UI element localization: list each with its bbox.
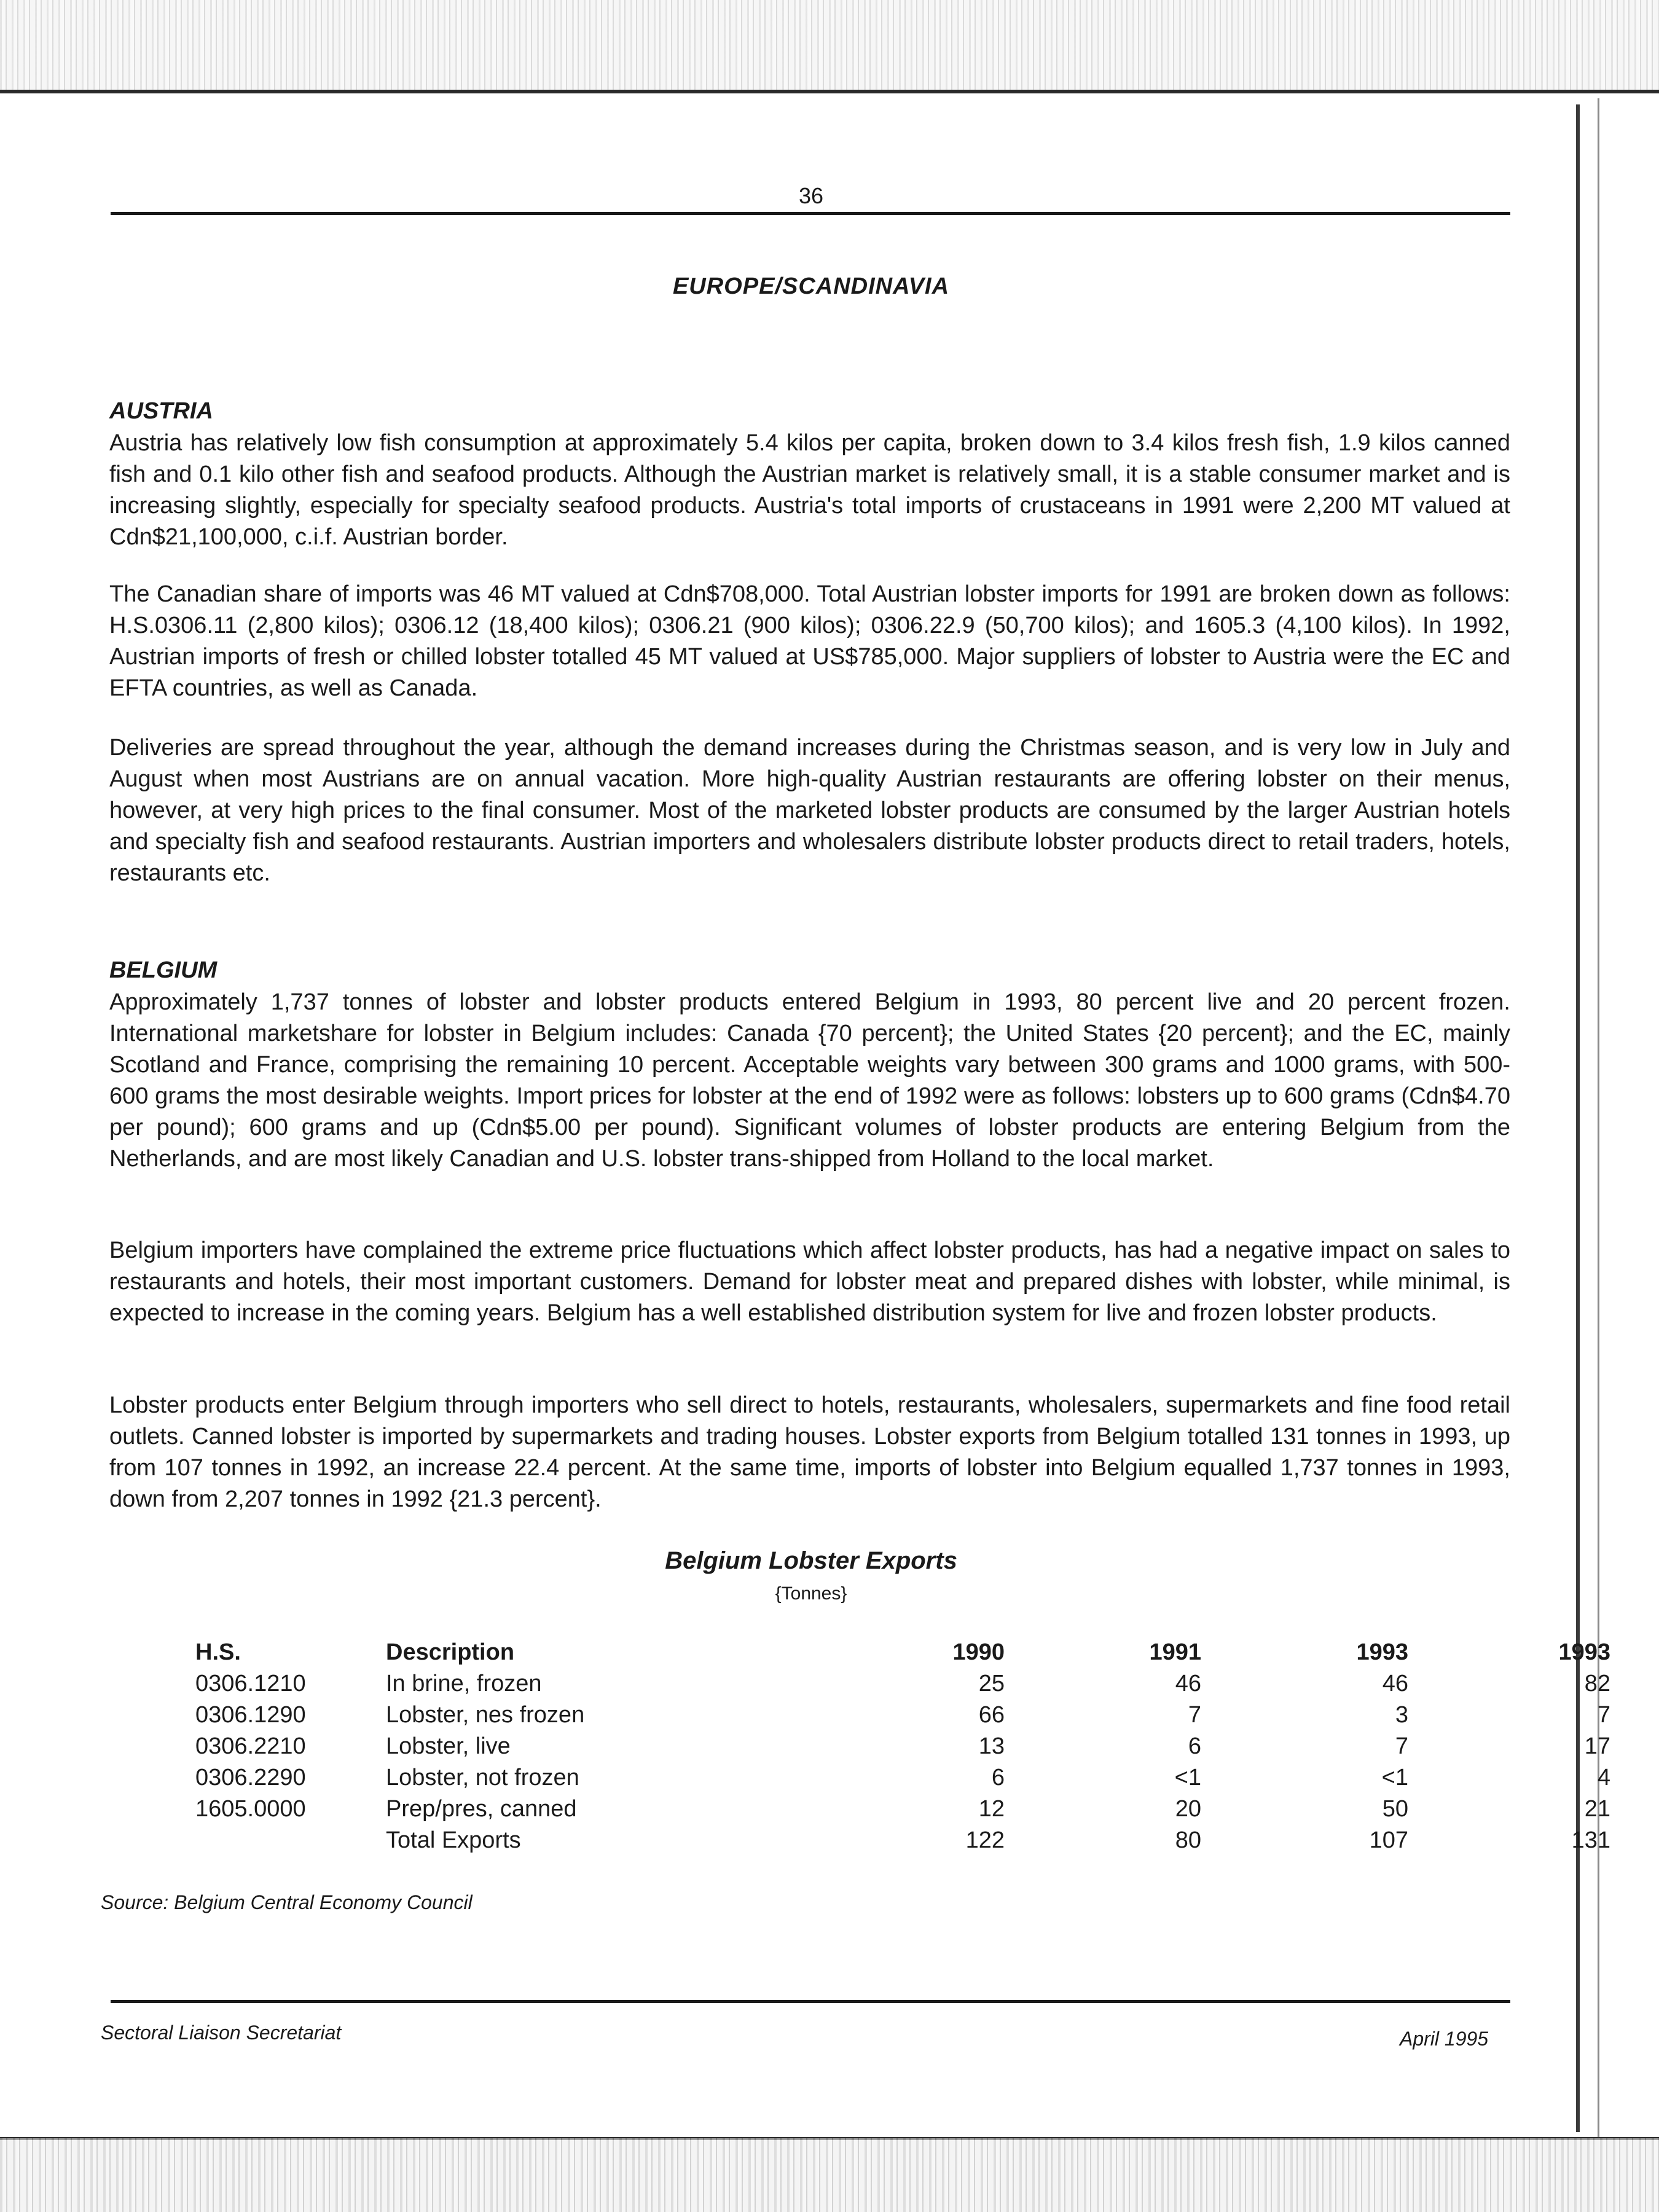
table-total-row <box>195 1825 1610 1856</box>
value-cell: 7 <box>1395 1733 1408 1759</box>
value-cell: 46 <box>1175 1671 1201 1696</box>
page-number: 36 <box>798 183 824 208</box>
header-year: 1993 <box>1558 1639 1610 1665</box>
total-value-cell: 122 <box>965 1827 1005 1853</box>
value-cell: 6 <box>1188 1733 1201 1759</box>
value-cell: 66 <box>978 1702 1005 1728</box>
section-heading: EUROPE/SCANDINAVIA <box>672 273 950 299</box>
total-value-cell: 131 <box>1571 1827 1610 1853</box>
belgium-paragraph-3: Lobster products enter Belgium through importers who sell direct to hotels, restaurants, wholesalers, supermarkets and fine food retail outlets. Canned lobster is imported by supermarkets and trading houses. Lobster exports from Belgium totalled 131 tonnes in 1993, up from 107 tonnes in 1992, an increase 22.4 percent. At the same time, imports of lobster into Belgium equalled 1,737 tonnes in 1993, down from 2,207 tonnes in 1992 {21.3 percent}. <box>109 1392 1510 1512</box>
value-cell: 17 <box>1584 1733 1610 1759</box>
hs-code-cell: 0306.2210 <box>195 1733 306 1759</box>
value-cell: 50 <box>1382 1796 1408 1822</box>
value-cell: 25 <box>978 1671 1005 1696</box>
scan-noise-bottom <box>0 2138 1659 2212</box>
footer-date: April 1995 <box>1400 2028 1489 2050</box>
austria-paragraph-1: Austria has relatively low fish consumption at approximately 5.4 kilos per capita, broken down to 3.4 kilos fresh fish, 1.9 kilos canned fish and 0.1 kilo other fish and seafood products. Although the Austrian market is relatively small, it is a stable consumer market and is increasing slightly, especially for specialty seafood products. Austria's total imports of crustaceans in 1991 were 2,200 MT valued at Cdn$21,100,000, c.i.f. Austrian border. <box>109 430 1510 550</box>
table-row <box>195 1700 1610 1731</box>
table-row <box>195 1731 1610 1762</box>
austria-paragraph-3: Deliveries are spread throughout the year, although the demand increases during the Christmas season, and is very low in July and August when most Austrians are on annual vacation. More high-quality Austrian restaurants are offering lobster on their menus, however, at very high prices to the final consumer. Most of the marketed lobster products are consumed by the larger Austrian hotels and specialty fish and seafood restaurants. Austrian importers and wholesalers distribute lobster products direct to retail traders, hotels, restaurants etc. <box>109 735 1510 886</box>
footer-organization: Sectoral Liaison Secretariat <box>101 2022 342 2044</box>
value-cell: 82 <box>1584 1671 1610 1696</box>
table-title: Belgium Lobster Exports <box>665 1547 957 1574</box>
header-hs: H.S. <box>195 1639 241 1665</box>
total-value-cell: 80 <box>1175 1827 1201 1853</box>
table-row <box>195 1794 1610 1825</box>
header-year: 1991 <box>1149 1639 1201 1665</box>
scan-noise-top <box>0 0 1659 92</box>
header-rule <box>111 212 1510 215</box>
value-cell: <1 <box>1174 1765 1201 1790</box>
header-year: 1993 <box>1356 1639 1408 1665</box>
hs-code-cell: 0306.1290 <box>195 1702 306 1728</box>
description-cell: Lobster, nes frozen <box>386 1702 585 1728</box>
total-value-cell: 107 <box>1369 1827 1408 1853</box>
austria-paragraph-2: The Canadian share of imports was 46 MT valued at Cdn$708,000. Total Austrian lobster imports for 1991 are broken down as follows: H.S.0306.11 (2,800 kilos); 0306.12 (18,400 kilos); 0306.21 (900 kilos); 0306.22.9 (50,700 kilos); and 1605.3 (4,100 kilos). In 1992, Austrian imports of fresh or chilled lobster totalled 45 MT valued at US$785,000. Major suppliers of lobster to Austria were the EC and EFTA countries, as well as Canada. <box>109 581 1510 701</box>
value-cell: 12 <box>978 1796 1005 1822</box>
value-cell: 20 <box>1175 1796 1201 1822</box>
hs-code-cell <box>195 1825 386 1856</box>
table-row <box>195 1668 1610 1700</box>
hs-code-cell: 1605.0000 <box>195 1796 306 1822</box>
table-row <box>195 1762 1610 1794</box>
footer-rule <box>111 2000 1510 2003</box>
value-cell: 6 <box>991 1765 1005 1790</box>
belgium-paragraph-2: Belgium importers have complained the extreme price fluctuations which affect lobster products, has had a negative impact on sales to restaurants and hotels, their most important customers. Demand for lobster meat and prepared dishes with lobster, while minimal, is expected to increase in the coming years. Belgium has a well established distribution system for live and frozen lobster products. <box>109 1237 1510 1326</box>
value-cell: <1 <box>1381 1765 1408 1790</box>
description-cell: Prep/pres, canned <box>386 1796 577 1822</box>
value-cell: 3 <box>1395 1702 1408 1728</box>
belgium-paragraph-1: Approximately 1,737 tonnes of lobster and lobster products entered Belgium in 1993, 80 percent live and 20 percent frozen. International marketshare for lobster in Belgium includes: Canada {70 percent}; the United States {20 percent}; and the EC, mainly Scotland and France, comprising the remaining 10 percent. Acceptable weights vary between 300 grams and 1000 grams, with 500-600 grams the most desirable weights. Import prices for lobster at the end of 1992 were as follows: lobsters up to 600 grams (Cdn$4.70 per pound); 600 grams and up (Cdn$5.00 per pound). Significant volumes of lobster products are entering Belgium from the Netherlands, and are most likely Canadian and U.S. lobster trans-shipped from Holland to the local market. <box>109 989 1510 1172</box>
total-label-cell: Total Exports <box>386 1827 521 1853</box>
hs-code-cell: 0306.2290 <box>195 1765 306 1790</box>
value-cell: 21 <box>1584 1796 1610 1822</box>
value-cell: 4 <box>1597 1765 1610 1790</box>
belgium-heading: BELGIUM <box>109 957 218 983</box>
lobster-exports-table <box>195 1637 1610 1856</box>
header-description: Description <box>386 1639 515 1665</box>
source-note: Source: Belgium Central Economy Council <box>101 1891 473 1913</box>
description-cell: In brine, frozen <box>386 1671 542 1696</box>
value-cell: 46 <box>1382 1671 1408 1696</box>
value-cell: 7 <box>1188 1702 1201 1728</box>
hs-code-cell: 0306.1210 <box>195 1671 306 1696</box>
table-subtitle: {Tonnes} <box>775 1583 847 1604</box>
value-cell: 13 <box>978 1733 1005 1759</box>
table-header-row <box>195 1637 1610 1668</box>
description-cell: Lobster, not frozen <box>386 1765 579 1790</box>
scan-edge-top <box>0 90 1659 93</box>
austria-heading: AUSTRIA <box>109 398 213 424</box>
value-cell: 7 <box>1597 1702 1610 1728</box>
description-cell: Lobster, live <box>386 1733 511 1759</box>
header-year: 1990 <box>952 1639 1005 1665</box>
